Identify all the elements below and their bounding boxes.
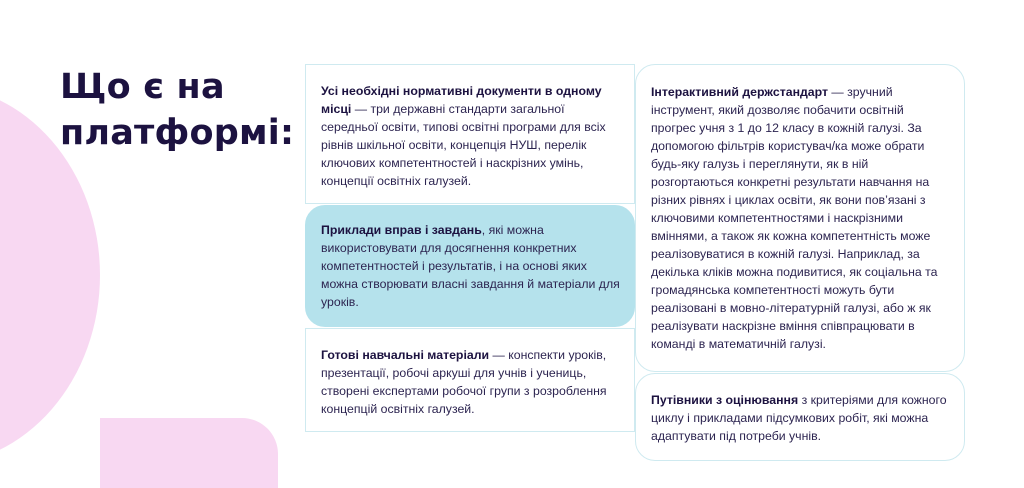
- card-heading: Інтерактивний держстандарт: [651, 85, 829, 99]
- card-interactive-standard: [635, 64, 965, 372]
- card-learning-materials: [305, 328, 635, 432]
- card-description: з критеріями для кожного циклу і прикладами підсумкових робіт, які можна адаптувати під потреби учнів.: [651, 393, 947, 443]
- card-assessment-guides: [635, 373, 965, 461]
- card-description: — зручний інструмент, який дозволяє побачити освітній прогрес учня з 1 до 12 класу в кожній галузі. За допомогою фільтрів користувач/ка може обрати будь-яку галузь і переглянути, як в ній розгортаються конкретні результати навчання на різних рівнях і циклах освіти, як вони пов’язані з ключовими компетентностями і наскрізними вміннями, а також як кожна компетентність може реалізовуватися в кожній галузі. Наприклад, за декілька кліків можна подивитися, як соціальна та громадянська компетентності можуть бути реалізовані в мовно-літературній галузі, або ж як реалізувати наскрізне вміння співпрацювати в команді в математичній галузі.: [651, 85, 938, 351]
- card-heading: Усі необхідні нормативні документи в одному місці: [321, 84, 602, 116]
- card-heading: Путівники з оцінювання: [651, 393, 799, 407]
- card-description: — три державні стандарти загальної середньої освіти, типові освітні програми для всіх рівнів шкільної освіти, концепція НУШ, перелік ключових компетентностей і наскрізних умінь, концепції освітніх галузей.: [321, 102, 606, 188]
- card-exercise-examples: [305, 205, 635, 327]
- card-text: [651, 391, 950, 445]
- page-title: Що є на платформі:: [60, 67, 295, 153]
- card-text: [321, 221, 620, 311]
- card-heading: Приклади вправ і завдань: [321, 223, 482, 237]
- card-heading: Готові навчальні матеріали: [321, 348, 490, 362]
- card-description: — конспекти уроків, презентації, робочі аркуші для учнів і учениць, створені експертами робочої групи з розроблення концепцій освітніх галузей.: [321, 348, 607, 416]
- card-text: [321, 346, 620, 418]
- card-text: [651, 83, 950, 353]
- decorative-shape: [100, 418, 278, 488]
- card-text: [321, 82, 620, 190]
- card-description: , які можна використовувати для досягнення конкретних компетентностей і результатів, і на основі яких можна створювати власні завдання й матеріали для уроків.: [321, 223, 620, 309]
- card-normative-documents: [305, 64, 635, 204]
